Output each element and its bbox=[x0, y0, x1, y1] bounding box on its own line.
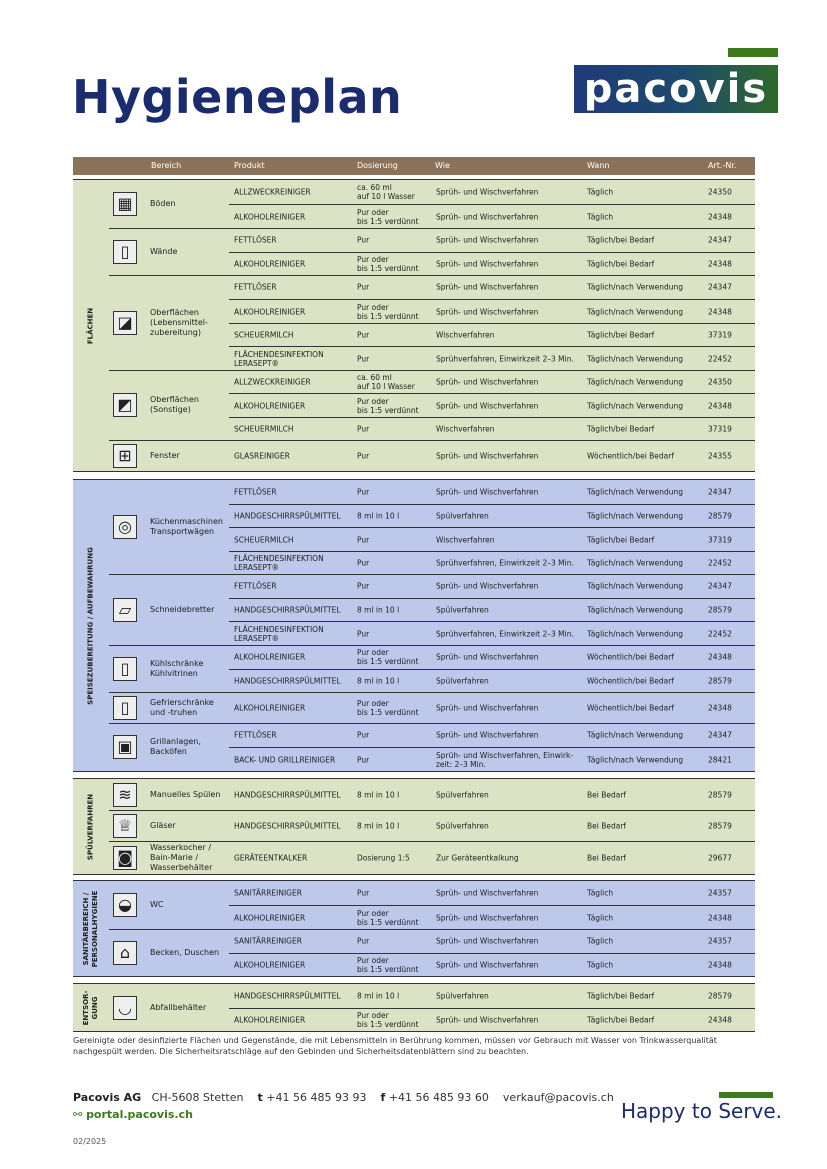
table-row bbox=[229, 598, 755, 623]
cell-wann: Täglich/nach Verwendung bbox=[587, 755, 684, 765]
cell-art: 24348 bbox=[708, 401, 732, 411]
sink-icon: ⌂ bbox=[113, 941, 137, 965]
table-row bbox=[229, 881, 755, 905]
oven-icon: ▣ bbox=[113, 735, 137, 759]
table-row bbox=[229, 480, 755, 504]
cell-produkt: ALKOHOLREINIGER bbox=[234, 913, 306, 923]
section-label bbox=[73, 180, 109, 471]
cell-dos: Pur bbox=[357, 330, 370, 340]
cell-produkt: HANDGESCHIRRSPÜLMITTEL bbox=[234, 821, 341, 830]
table-row bbox=[229, 299, 755, 324]
area-label: Böden bbox=[150, 199, 176, 208]
cell-art: 24347 bbox=[708, 282, 732, 292]
cell-wie: Sprüh- und Wischverfahren bbox=[436, 888, 539, 898]
cell-dos: 8 ml in 10 l bbox=[357, 821, 400, 830]
cell-wie: Sprüh- und Wischverfahren bbox=[436, 652, 539, 662]
cell-wann: Wöchentlich/bei Bedarf bbox=[587, 451, 675, 460]
cell-dos: Pur bbox=[357, 629, 370, 639]
cell-produkt: FETTLÖSER bbox=[234, 581, 277, 591]
fax: +41 56 485 93 60 bbox=[388, 1091, 489, 1104]
cell-wann: Täglich/nach Verwendung bbox=[587, 401, 684, 411]
table-row bbox=[229, 905, 755, 930]
cell-art: 24348 bbox=[708, 913, 732, 923]
cell-art: 24348 bbox=[708, 307, 732, 317]
cell-dos: Pur bbox=[357, 235, 370, 245]
cell-art: 24348 bbox=[708, 259, 732, 269]
table-row bbox=[229, 574, 755, 598]
cell-produkt: FETTLÖSER bbox=[234, 282, 277, 292]
cell-wann: Täglich/bei Bedarf bbox=[587, 235, 655, 245]
area-group bbox=[109, 929, 755, 976]
cell-art: 28579 bbox=[708, 790, 732, 799]
cell-dos: Pur oder bis 1:5 verdünnt bbox=[357, 255, 419, 274]
cell-wann: Täglich/nach Verwendung bbox=[587, 511, 684, 521]
area-group bbox=[109, 440, 755, 471]
section-label bbox=[73, 881, 109, 976]
cell-produkt: HANDGESCHIRRSPÜLMITTEL bbox=[234, 790, 341, 799]
cell-produkt: ALKOHOLREINIGER bbox=[234, 401, 306, 411]
cell-dos: Pur bbox=[357, 487, 370, 497]
cell-dos: 8 ml in 10 l bbox=[357, 605, 400, 615]
cell-wann: Täglich/nach Verwendung bbox=[587, 307, 684, 317]
cell-art: 24348 bbox=[708, 960, 732, 970]
cell-wie: Wischverfahren bbox=[436, 330, 495, 340]
cell-produkt: FETTLÖSER bbox=[234, 487, 277, 497]
cell-wann: Täglich/nach Verwendung bbox=[587, 581, 684, 591]
area-label: Abfallbehälter bbox=[150, 1002, 207, 1012]
cell-art: 24347 bbox=[708, 581, 732, 591]
cell-art: 29677 bbox=[708, 853, 732, 862]
cell-wann: Täglich/nach Verwendung bbox=[587, 605, 684, 615]
cell-wie: Sprüh- und Wischverfahren bbox=[436, 1015, 539, 1025]
col-produkt: Produkt bbox=[234, 161, 265, 170]
cell-wie: Sprühverfahren, Einwirkzeit 2–3 Min. bbox=[436, 354, 574, 364]
slogan-accent-bar bbox=[719, 1092, 773, 1098]
fax-label: f bbox=[380, 1091, 386, 1104]
section-label bbox=[73, 779, 109, 874]
area-label: Gläser bbox=[150, 820, 176, 830]
area-group bbox=[109, 881, 755, 929]
cell-produkt: FLÄCHENDESINFEKTION LERASEPT® bbox=[234, 554, 324, 573]
cell-dos: Pur oder bis 1:5 verdünnt bbox=[357, 1011, 419, 1030]
cell-art: 37319 bbox=[708, 424, 732, 434]
cell-wann: Täglich/nach Verwendung bbox=[587, 629, 684, 639]
area-label: Wände bbox=[150, 246, 178, 256]
area-label: Fenster bbox=[150, 450, 180, 460]
col-art-nr: Art.-Nr. bbox=[708, 161, 737, 170]
cell-wie: Zur Geräteentkalkung bbox=[436, 853, 519, 862]
section-label-text: FLÄCHEN bbox=[86, 307, 95, 344]
cell-dos: 8 ml in 10 l bbox=[357, 676, 400, 686]
cell-dos: Pur bbox=[357, 282, 370, 292]
col-wie: Wie bbox=[435, 161, 450, 170]
cell-art: 37319 bbox=[708, 535, 732, 545]
cell-produkt: SANITÄRREINIGER bbox=[234, 936, 302, 946]
cell-produkt: ALKOHOLREINIGER bbox=[234, 1015, 306, 1025]
cell-produkt: SCHEUERMILCH bbox=[234, 535, 294, 545]
table-row bbox=[229, 929, 755, 953]
section-label-text: SPÜLVERFAHREN bbox=[86, 793, 95, 860]
cell-wann: Täglich bbox=[587, 187, 614, 197]
table-row bbox=[229, 504, 755, 529]
cell-produkt: FLÄCHENDESINFEKTION LERASEPT® bbox=[234, 350, 324, 369]
tel-label: t bbox=[257, 1091, 263, 1104]
cell-dos: Pur oder bis 1:5 verdünnt bbox=[357, 302, 419, 321]
cell-produkt: ALKOHOLREINIGER bbox=[234, 703, 306, 712]
cell-wann: Täglich/nach Verwendung bbox=[587, 354, 684, 364]
cell-art: 37319 bbox=[708, 330, 732, 340]
cell-produkt: HANDGESCHIRRSPÜLMITTEL bbox=[234, 605, 341, 615]
area-group bbox=[109, 275, 755, 370]
food-surface-icon: ◪ bbox=[113, 311, 137, 335]
table-row bbox=[229, 551, 755, 576]
cell-art: 24348 bbox=[708, 212, 732, 222]
area-label: Oberflächen (Sonstige) bbox=[150, 395, 199, 414]
area-group bbox=[109, 370, 755, 440]
logo-accent-bar bbox=[728, 48, 778, 57]
cutting-board-icon: ▱ bbox=[113, 598, 137, 622]
table-row bbox=[229, 1008, 755, 1033]
cell-wie: Sprüh- und Wischverfahren bbox=[436, 282, 539, 292]
table-row bbox=[229, 252, 755, 277]
section-4 bbox=[73, 983, 755, 1032]
portal-url[interactable]: portal.pacovis.ch bbox=[86, 1108, 193, 1121]
cell-dos: Pur bbox=[357, 755, 370, 765]
cell-wie: Sprüh- und Wischverfahren bbox=[436, 581, 539, 591]
cell-dos: Pur oder bis 1:5 verdünnt bbox=[357, 909, 419, 927]
cell-dos: Pur bbox=[357, 730, 370, 740]
cell-wie: Sprühverfahren, Einwirkzeit 2–3 Min. bbox=[436, 558, 574, 568]
cell-art: 24357 bbox=[708, 936, 732, 946]
area-label: Gefrierschränke und -truhen bbox=[150, 697, 214, 717]
company-name: Pacovis AG bbox=[73, 1091, 142, 1104]
area-label: Manuelles Spülen bbox=[150, 789, 221, 799]
other-surface-icon: ◩ bbox=[113, 393, 137, 417]
cell-dos: Pur bbox=[357, 581, 370, 591]
cell-wann: Bei Bedarf bbox=[587, 790, 627, 799]
cell-produkt: HANDGESCHIRRSPÜLMITTEL bbox=[234, 511, 341, 521]
table-row bbox=[229, 621, 755, 646]
dish-washing-icon: ≋ bbox=[113, 783, 137, 807]
cell-wann: Täglich bbox=[587, 212, 614, 222]
cell-dos: Pur bbox=[357, 888, 370, 898]
cell-dos: ca. 60 ml auf 10 l Wasser bbox=[357, 372, 415, 391]
cell-dos: Pur oder bis 1:5 verdünnt bbox=[357, 208, 419, 226]
cell-produkt: HANDGESCHIRRSPÜLMITTEL bbox=[234, 991, 341, 1001]
section-3 bbox=[73, 880, 755, 977]
kitchen-machine-icon: ◎ bbox=[113, 515, 137, 539]
area-label: Kühlschränke Kühlvitrinen bbox=[150, 658, 204, 678]
cell-art: 24357 bbox=[708, 888, 732, 898]
email-link[interactable]: verkauf@pacovis.ch bbox=[502, 1091, 614, 1104]
cell-wie: Sprüh- und Wischverfahren bbox=[436, 307, 539, 317]
cell-art: 24348 bbox=[708, 703, 732, 712]
cell-wie: Sprüh- und Wischverfahren bbox=[436, 377, 539, 387]
cell-wann: Täglich/nach Verwendung bbox=[587, 282, 684, 292]
table-header bbox=[73, 157, 755, 175]
area-group bbox=[109, 645, 755, 692]
cell-produkt: FETTLÖSER bbox=[234, 730, 277, 740]
cell-wie: Sprüh- und Wischverfahren bbox=[436, 451, 539, 460]
table-row bbox=[229, 841, 755, 874]
cell-wann: Täglich bbox=[587, 913, 614, 923]
cell-art: 28579 bbox=[708, 821, 732, 830]
col-bereich: Bereich bbox=[151, 161, 182, 170]
cell-dos: Pur bbox=[357, 936, 370, 946]
table-row bbox=[229, 180, 755, 204]
portal-link[interactable] bbox=[73, 1108, 193, 1121]
brand-logo: pacovis bbox=[574, 65, 778, 113]
cell-art: 24350 bbox=[708, 377, 732, 387]
cell-wann: Täglich bbox=[587, 960, 614, 970]
footnote: Gereinigte oder desinfizierte Flächen und Gegenstände, die mit Lebensmitteln in Berührung kommen, müssen vor Gebrauch mit Wasser von Trinkwasserqualität nachgespült werden. Die Sicherheitsratschläge auf den Gebinden und Sicherheitsdatenblättern sind zu beachten. bbox=[73, 1036, 717, 1056]
table-row bbox=[229, 692, 755, 723]
cell-dos: 8 ml in 10 l bbox=[357, 991, 400, 1001]
cell-wann: Täglich/nach Verwendung bbox=[587, 377, 684, 387]
cell-dos: Pur bbox=[357, 558, 370, 568]
cell-art: 22452 bbox=[708, 354, 732, 364]
col-wann: Wann bbox=[587, 161, 610, 170]
section-label-text: ENTSOR- GUNG bbox=[82, 990, 99, 1025]
cell-wann: Täglich/nach Verwendung bbox=[587, 487, 684, 497]
cell-art: 28579 bbox=[708, 511, 732, 521]
area-group bbox=[109, 574, 755, 645]
cell-produkt: ALLZWECKREINIGER bbox=[234, 187, 311, 197]
cell-produkt: SCHEUERMILCH bbox=[234, 330, 294, 340]
table-row bbox=[229, 723, 755, 747]
cell-art: 24348 bbox=[708, 652, 732, 662]
cell-dos: Pur oder bis 1:5 verdünnt bbox=[357, 396, 419, 415]
slogan: Happy to Serve. bbox=[621, 1099, 783, 1123]
cell-produkt: SCHEUERMILCH bbox=[234, 424, 294, 434]
area-group bbox=[109, 480, 755, 574]
window-icon: ⊞ bbox=[113, 444, 137, 468]
section-0 bbox=[73, 179, 755, 472]
cell-dos: 8 ml in 10 l bbox=[357, 511, 400, 521]
cell-produkt: ALKOHOLREINIGER bbox=[234, 259, 306, 269]
section-2 bbox=[73, 778, 755, 875]
cell-wann: Täglich/nach Verwendung bbox=[587, 558, 684, 568]
cell-wie: Sprüh- und Wischverfahren, Einwirk- zeit: 2–3 Min. bbox=[436, 751, 574, 769]
cell-wie: Spülverfahren bbox=[436, 605, 489, 615]
cell-produkt: ALLZWECKREINIGER bbox=[234, 377, 311, 387]
area-label: Oberflächen (Lebensmittel- zubereitung) bbox=[150, 307, 208, 337]
cell-produkt: ALKOHOLREINIGER bbox=[234, 960, 306, 970]
cell-dos: Pur bbox=[357, 535, 370, 545]
cell-wie: Spülverfahren bbox=[436, 991, 489, 1001]
wall-door-icon: ▯ bbox=[113, 240, 137, 264]
section-1 bbox=[73, 479, 755, 772]
cell-wie: Sprühverfahren, Einwirkzeit 2–3 Min. bbox=[436, 629, 574, 639]
col-dosierung: Dosierung bbox=[357, 161, 398, 170]
kettle-icon: ◙ bbox=[113, 846, 137, 870]
cell-wie: Spülverfahren bbox=[436, 676, 489, 686]
cell-art: 24348 bbox=[708, 1015, 732, 1025]
cell-wann: Täglich bbox=[587, 888, 614, 898]
cell-wie: Sprüh- und Wischverfahren bbox=[436, 703, 539, 712]
table-row bbox=[229, 953, 755, 978]
cell-art: 24347 bbox=[708, 235, 732, 245]
cell-art: 24355 bbox=[708, 451, 732, 460]
cell-produkt: HANDGESCHIRRSPÜLMITTEL bbox=[234, 676, 341, 686]
table-row bbox=[229, 346, 755, 371]
cell-wie: Sprüh- und Wischverfahren bbox=[436, 936, 539, 946]
cell-art: 28579 bbox=[708, 605, 732, 615]
cell-art: 22452 bbox=[708, 558, 732, 568]
cell-produkt: GERÄTEENTKALKER bbox=[234, 853, 308, 862]
cell-dos: Pur bbox=[357, 354, 370, 364]
area-group bbox=[109, 692, 755, 723]
cell-wann: Täglich/bei Bedarf bbox=[587, 259, 655, 269]
cell-dos: Pur oder bis 1:5 verdünnt bbox=[357, 956, 419, 975]
toilet-icon: ◒ bbox=[113, 893, 137, 917]
area-group bbox=[109, 180, 755, 228]
glasses-icon: ♕ bbox=[113, 814, 137, 838]
section-label-text: SPEISEZUBEREITUNG / AUFBEWAHRUNG bbox=[86, 546, 95, 705]
cell-wann: Täglich/bei Bedarf bbox=[587, 1015, 655, 1025]
cell-wie: Sprüh- und Wischverfahren bbox=[436, 187, 539, 197]
cell-wie: Spülverfahren bbox=[436, 511, 489, 521]
table-row bbox=[229, 810, 755, 841]
area-label: Küchenmaschinen Transportwägen bbox=[150, 517, 223, 536]
area-label: Wasserkocher / Bain-Marie / Wasserbehälter bbox=[150, 842, 213, 872]
page-title: Hygieneplan bbox=[72, 70, 403, 124]
date: 02/2025 bbox=[73, 1137, 107, 1146]
area-group bbox=[109, 228, 755, 275]
cell-wie: Wischverfahren bbox=[436, 535, 495, 545]
cell-produkt: BACK- UND GRILLREINIGER bbox=[234, 755, 336, 765]
cell-produkt: FLÄCHENDESINFEKTION LERASEPT® bbox=[234, 625, 324, 644]
table-row bbox=[229, 323, 755, 348]
cell-produkt: GLASREINIGER bbox=[234, 451, 290, 460]
cell-wie: Sprüh- und Wischverfahren bbox=[436, 235, 539, 245]
table-row bbox=[229, 984, 755, 1008]
area-group bbox=[109, 984, 755, 1031]
freezer-icon: ▯ bbox=[113, 696, 137, 720]
table-row bbox=[229, 747, 755, 772]
cell-wann: Bei Bedarf bbox=[587, 853, 627, 862]
cell-wann: Wöchentlich/bei Bedarf bbox=[587, 652, 675, 662]
table-row bbox=[229, 228, 755, 252]
cell-wie: Sprüh- und Wischverfahren bbox=[436, 487, 539, 497]
cell-wann: Wöchentlich/bei Bedarf bbox=[587, 703, 675, 712]
section-label bbox=[73, 984, 109, 1031]
cell-art: 28421 bbox=[708, 755, 732, 765]
cell-wann: Täglich/bei Bedarf bbox=[587, 330, 655, 340]
cell-wann: Bei Bedarf bbox=[587, 821, 627, 830]
link-icon: ⚯ bbox=[73, 1108, 83, 1121]
cell-wann: Täglich/bei Bedarf bbox=[587, 535, 655, 545]
cell-wie: Sprüh- und Wischverfahren bbox=[436, 730, 539, 740]
cell-produkt: ALKOHOLREINIGER bbox=[234, 307, 306, 317]
cell-art: 24347 bbox=[708, 487, 732, 497]
table-row bbox=[229, 645, 755, 669]
area-label: Becken, Duschen bbox=[150, 947, 220, 957]
cell-dos: Pur oder bis 1:5 verdünnt bbox=[357, 647, 419, 666]
table-row bbox=[229, 440, 755, 471]
area-group bbox=[109, 810, 755, 841]
area-label: Schneidebretter bbox=[150, 604, 215, 614]
waste-bin-icon: ◡ bbox=[113, 996, 137, 1020]
cell-wie: Sprüh- und Wischverfahren bbox=[436, 960, 539, 970]
area-label: Grillanlagen, Backöfen bbox=[150, 737, 201, 756]
cell-art: 24347 bbox=[708, 730, 732, 740]
table-row bbox=[229, 527, 755, 552]
area-group bbox=[109, 723, 755, 771]
cell-wie: Spülverfahren bbox=[436, 821, 489, 830]
cell-dos: Pur bbox=[357, 424, 370, 434]
footer-contact bbox=[73, 1091, 614, 1104]
cell-wie: Sprüh- und Wischverfahren bbox=[436, 212, 539, 222]
cell-dos: Dosierung 1:5 bbox=[357, 853, 410, 862]
section-label-text: SANITÄRBEREICH / PERSONALHYGIENE bbox=[82, 890, 99, 967]
phone: +41 56 485 93 93 bbox=[266, 1091, 367, 1104]
section-label bbox=[73, 480, 109, 771]
address: CH-5608 Stetten bbox=[151, 1091, 244, 1104]
cell-art: 22452 bbox=[708, 629, 732, 639]
floor-tiles-icon: ▦ bbox=[113, 192, 137, 216]
cell-art: 24350 bbox=[708, 187, 732, 197]
cell-produkt: SANITÄRREINIGER bbox=[234, 888, 302, 898]
area-group bbox=[109, 779, 755, 810]
cell-dos: Pur oder bis 1:5 verdünnt bbox=[357, 698, 419, 717]
cell-produkt: ALKOHOLREINIGER bbox=[234, 652, 306, 662]
area-label: WC bbox=[150, 900, 164, 909]
cell-art: 28579 bbox=[708, 676, 732, 686]
cell-wie: Sprüh- und Wischverfahren bbox=[436, 259, 539, 269]
cell-art: 28579 bbox=[708, 991, 732, 1001]
table-row bbox=[229, 779, 755, 810]
cell-wann: Täglich/nach Verwendung bbox=[587, 730, 684, 740]
cell-produkt: ALKOHOLREINIGER bbox=[234, 212, 306, 222]
table-row bbox=[229, 370, 755, 393]
cell-wie: Wischverfahren bbox=[436, 424, 495, 434]
cell-dos: Pur bbox=[357, 451, 370, 460]
cell-wie: Sprüh- und Wischverfahren bbox=[436, 913, 539, 923]
cell-wann: Täglich/bei Bedarf bbox=[587, 424, 655, 434]
cell-wie: Sprüh- und Wischverfahren bbox=[436, 401, 539, 411]
cell-dos: ca. 60 ml auf 10 l Wasser bbox=[357, 183, 415, 201]
cell-wann: Täglich/bei Bedarf bbox=[587, 991, 655, 1001]
area-group bbox=[109, 841, 755, 874]
cell-produkt: FETTLÖSER bbox=[234, 235, 277, 245]
table-row bbox=[229, 669, 755, 694]
table-row bbox=[229, 417, 755, 441]
table-row bbox=[229, 204, 755, 229]
table-row bbox=[229, 275, 755, 299]
cell-dos: 8 ml in 10 l bbox=[357, 790, 400, 799]
cell-wann: Täglich bbox=[587, 936, 614, 946]
cell-wann: Wöchentlich/bei Bedarf bbox=[587, 676, 675, 686]
fridge-icon: ▯ bbox=[113, 657, 137, 681]
table-row bbox=[229, 393, 755, 417]
cell-wie: Spülverfahren bbox=[436, 790, 489, 799]
